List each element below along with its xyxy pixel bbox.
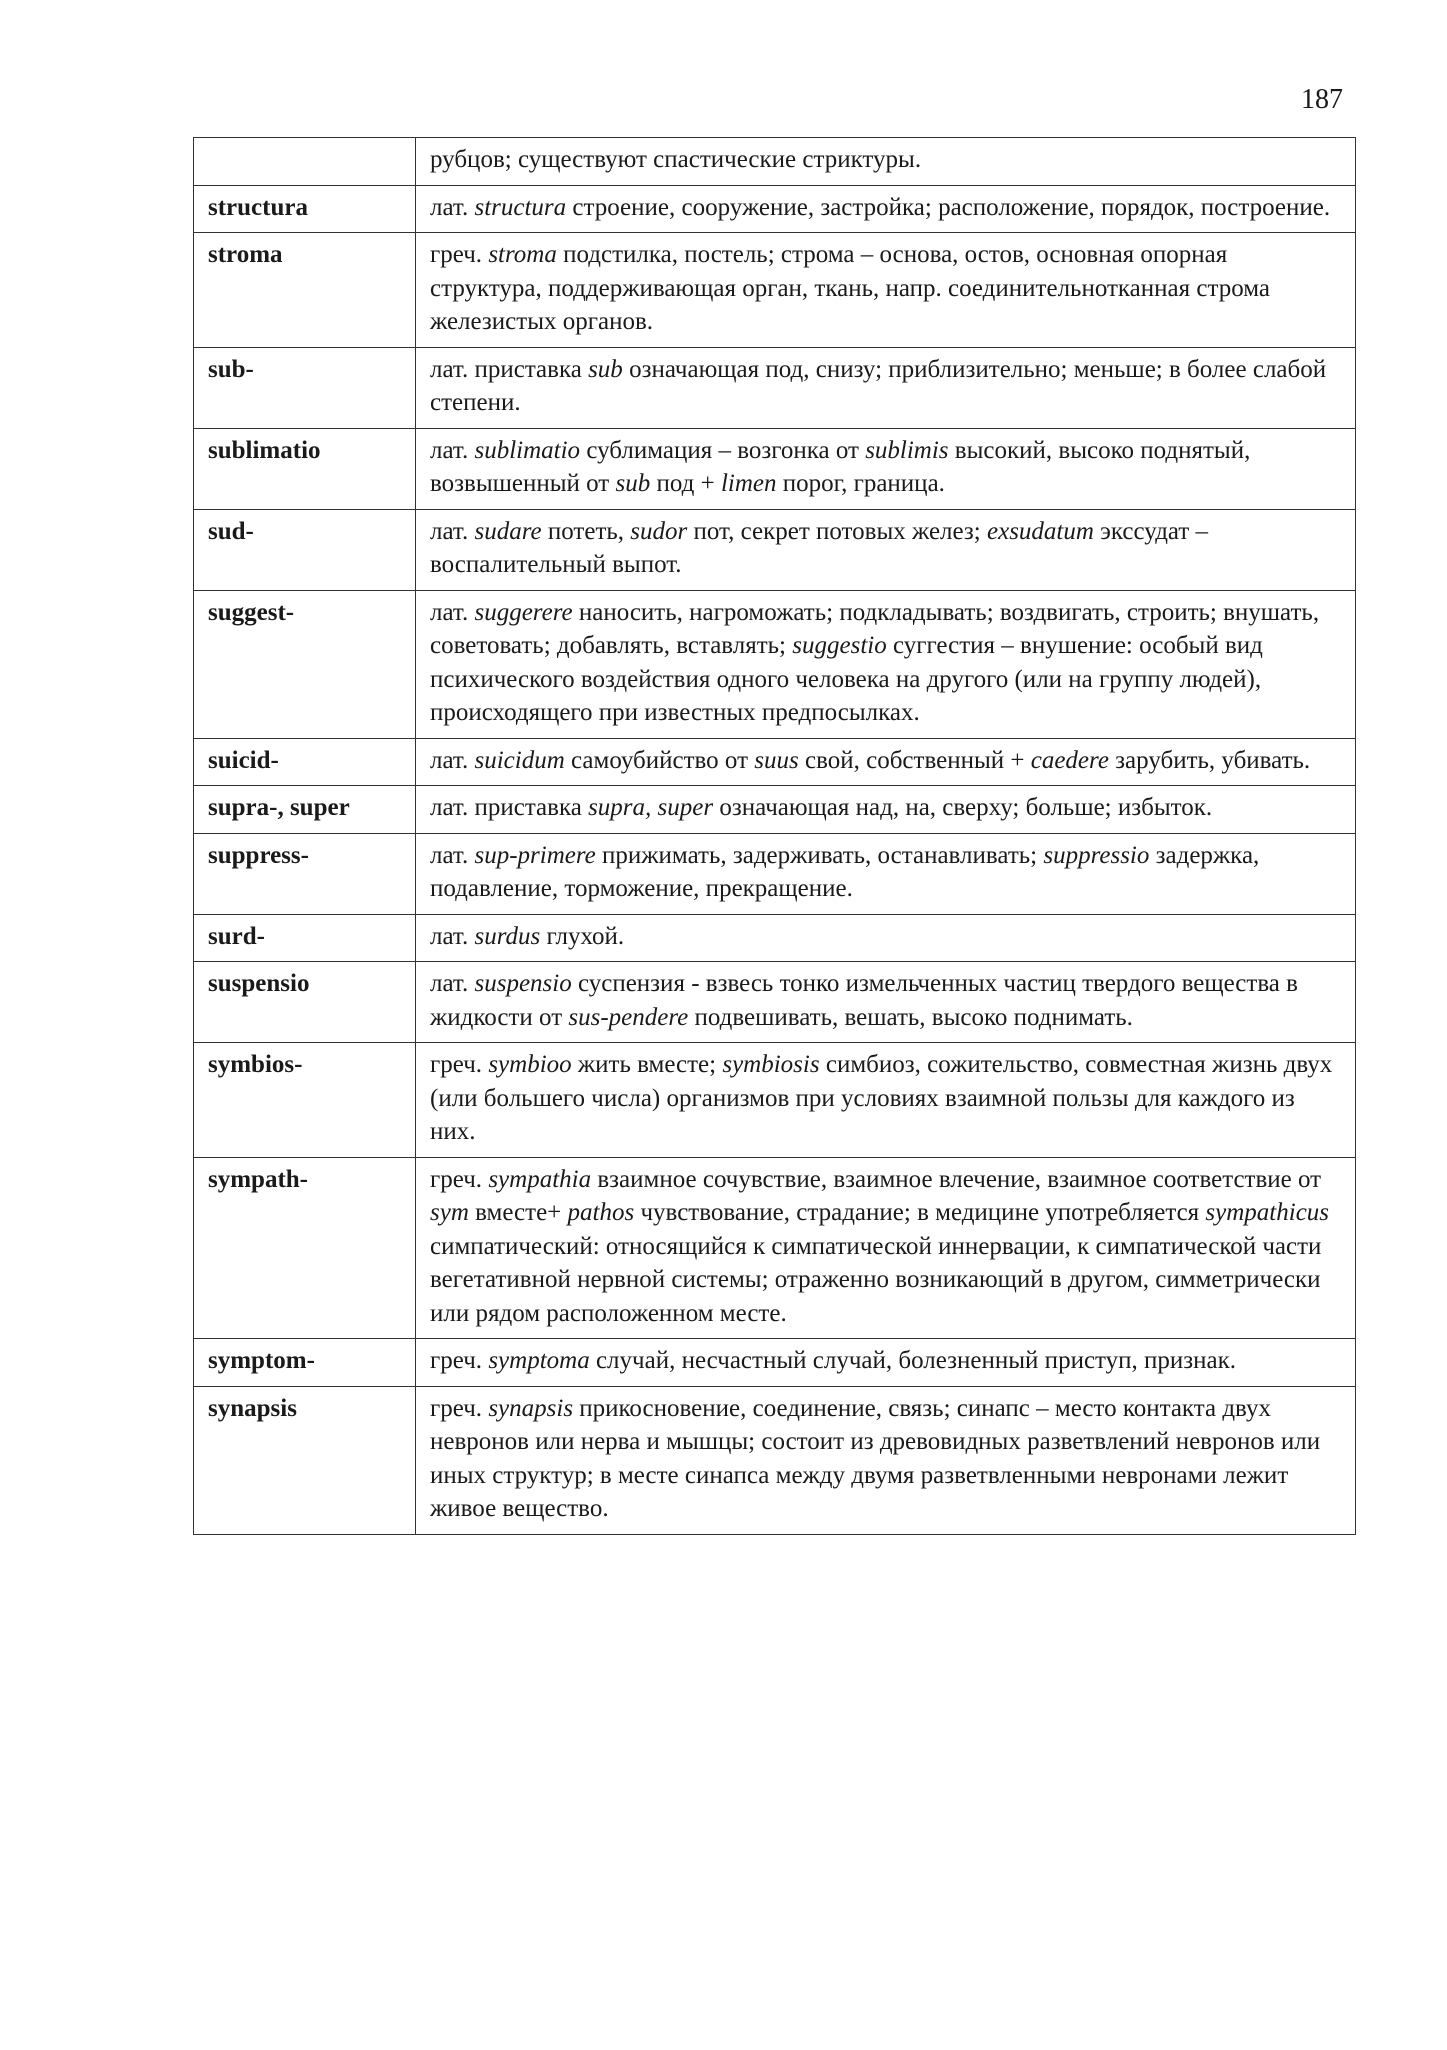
definition-text: подвешивать, вешать, высоко поднимать. [688,1003,1133,1031]
definition-text: греч. [430,1051,489,1078]
table-row [194,1386,1356,1534]
definition-text: лат. [430,517,475,545]
definition-italic-term: suus [754,746,799,774]
definition-text: рубцов; существуют спастические стриктуры. [430,146,922,173]
definition-text: лат. [430,922,475,950]
entry-definition [416,1157,1356,1339]
table-row [194,138,1356,186]
entry-term [194,138,416,186]
definition-text: высокий, высоко поднятый, возвышенный от [430,436,1251,497]
definition-text: под + [650,470,721,497]
definition-italic-term: sympathia [488,1165,592,1193]
definition-text: сублимация – возгонка от [580,436,866,464]
definition-italic-term: structura [474,193,567,221]
definition-text: потеть, [541,517,631,545]
definition-text: означающая под, снизу; приблизительно; меньше; в более слабой степени. [430,355,1327,416]
definition-italic-term: suicidum [474,746,565,774]
definition-text: самоубийство от [564,746,755,774]
definition-text: симбиоз, сожительство, совместная жизнь двух (или большего числа) организмов при условиях взаимной пользы для каждого из них. [430,1051,1333,1145]
definition-italic-term: caedere [1030,746,1109,774]
table-row [194,1339,1356,1387]
definition-italic-term: sub [615,470,651,497]
table-row [194,590,1356,738]
entry-definition [416,509,1356,590]
definition-italic-term: synapsis [488,1394,574,1422]
table-row [194,833,1356,914]
table-row [194,428,1356,509]
definition-text: греч. [430,241,489,268]
definition-text: означающая над, на, сверху; больше; избыток. [713,794,1213,821]
definition-text: лат. [430,746,475,774]
definition-text: греч. [430,1165,489,1193]
definition-text: экссудат – воспалительный выпот. [430,517,1209,578]
definition-text: порог, граница. [776,470,945,497]
definition-italic-term: limen [720,470,777,497]
definition-italic-term: symbiosis [722,1051,820,1078]
definition-italic-term: symptoma [488,1347,590,1374]
table-row [194,962,1356,1043]
definition-italic-term: pathos [567,1199,635,1226]
definition-italic-term: exsudatum [987,517,1094,545]
definition-italic-term: symbioo [488,1051,572,1078]
table-row [194,347,1356,428]
definition-italic-term: sublimatio [474,436,581,464]
definition-text: греч. [430,1347,489,1374]
definition-italic-term: sudare [474,517,542,545]
definition-text: случай, несчастный случай, болезненный приступ, признак. [589,1347,1237,1374]
definition-text: суггестия – внушение: особый вид психического воздействия одного человека на другого (или на группу людей), происходящего при известных предпосылках. [430,632,1263,726]
definition-italic-term: surdus [474,922,541,950]
entry-definition [416,962,1356,1043]
entry-term: suspensio [194,962,416,1043]
entry-definition [416,1386,1356,1534]
definition-italic-term: sup-primere [474,841,596,869]
table-row [194,1043,1356,1158]
definition-text: наносить, нагроможать; подкладывать; воздвигать, строить; внушать, советовать; добавлять, вставлять; [430,598,1320,659]
definition-text: греч. [430,1394,489,1422]
table-row [194,738,1356,786]
definition-italic-term: sudor [630,517,688,545]
table-row [194,786,1356,834]
entry-definition [416,1043,1356,1158]
entry-definition [416,138,1356,186]
definition-text: задержка, подавление, торможение, прекращение. [430,841,1260,902]
definition-italic-term: sus-pendere [568,1003,689,1031]
definition-text: пот, секрет потовых желез; [687,517,987,545]
definition-italic-term: supra, super [588,794,714,821]
definition-text: лат. приставка [430,794,589,821]
entry-definition [416,1339,1356,1387]
entry-term: symbios- [194,1043,416,1158]
definition-text: лат. приставка [430,355,589,383]
definition-italic-term: sympathicus [1205,1199,1330,1226]
entry-term: sub- [194,347,416,428]
entry-definition [416,914,1356,962]
table-row [194,233,1356,348]
definition-italic-term: sublimis [865,436,949,464]
definition-text: подстилка, постель; строма – основа, остов, основная опорная структура, поддерживающая орган, ткань, напр. соединительнотканная строма железистых органов. [430,241,1270,335]
definition-text: лат. [430,436,475,464]
entry-term: stroma [194,233,416,348]
entry-definition [416,428,1356,509]
definition-text: строение, сооружение, застройка; расположение, порядок, построение. [566,193,1331,221]
definition-italic-term: suggestio [792,632,887,659]
definition-text: симпатический: относящийся к симпатической иннервации, к симпатической части вегетативной нервной системы; отраженно возникающий в другом, симметрически или рядом расположенном месте. [430,1232,1322,1327]
definition-text: вместе+ [468,1199,568,1226]
entry-term: sympath- [194,1157,416,1339]
entry-definition [416,233,1356,348]
entry-definition [416,185,1356,233]
definition-italic-term: stroma [488,241,557,268]
entry-definition [416,833,1356,914]
definition-text: лат. [430,970,475,997]
definition-text: глухой. [540,922,625,950]
entry-term: surd- [194,914,416,962]
table-row [194,185,1356,233]
entry-term: symptom- [194,1339,416,1387]
definition-text: зарубить, убивать. [1108,746,1311,774]
definition-text: лат. [430,841,475,869]
entry-definition [416,347,1356,428]
definition-text: прикосновение, соединение, связь; синапс – место контакта двух невронов или нерва и мышцы; состоит из древовидных разветвлений невронов или иных структур; в месте синапса между двумя разветвленными невронами лежит живое вещество. [430,1394,1321,1522]
definition-italic-term: sym [430,1199,469,1226]
entry-definition [416,786,1356,834]
table-row [194,1157,1356,1339]
entry-definition [416,590,1356,738]
definition-text: свой, собственный + [798,746,1031,774]
definition-italic-term: suspensio [474,970,572,997]
definition-text: чувствование, страдание; в медицине употребляется [634,1199,1206,1226]
entry-term: suicid- [194,738,416,786]
table-row [194,914,1356,962]
entry-term: supra-, super [194,786,416,834]
definition-italic-term: suppressio [1043,841,1150,869]
definition-text: взаимное сочувствие, взаимное влечение, взаимное соответствие от [591,1165,1322,1193]
entry-term: suggest- [194,590,416,738]
glossary-table [193,137,1356,1535]
entry-definition [416,738,1356,786]
entry-term: synapsis [194,1386,416,1534]
definition-text: прижимать, задерживать, останавливать; [595,841,1044,869]
entry-term: suppress- [194,833,416,914]
definition-text: лат. [430,193,475,221]
entry-term: sublimatio [194,428,416,509]
glossary-body [194,138,1356,1535]
entry-term: structura [194,185,416,233]
definition-text: суспензия - взвесь тонко измельченных частиц твердого вещества в жидкости от [430,970,1298,1031]
definition-text: жить вместе; [571,1051,723,1078]
entry-term: sud- [194,509,416,590]
page-number: 187 [1301,84,1343,115]
definition-text: лат. [430,598,475,626]
definition-italic-term: sub [588,355,623,383]
definition-italic-term: suggerere [474,598,573,626]
table-row [194,509,1356,590]
